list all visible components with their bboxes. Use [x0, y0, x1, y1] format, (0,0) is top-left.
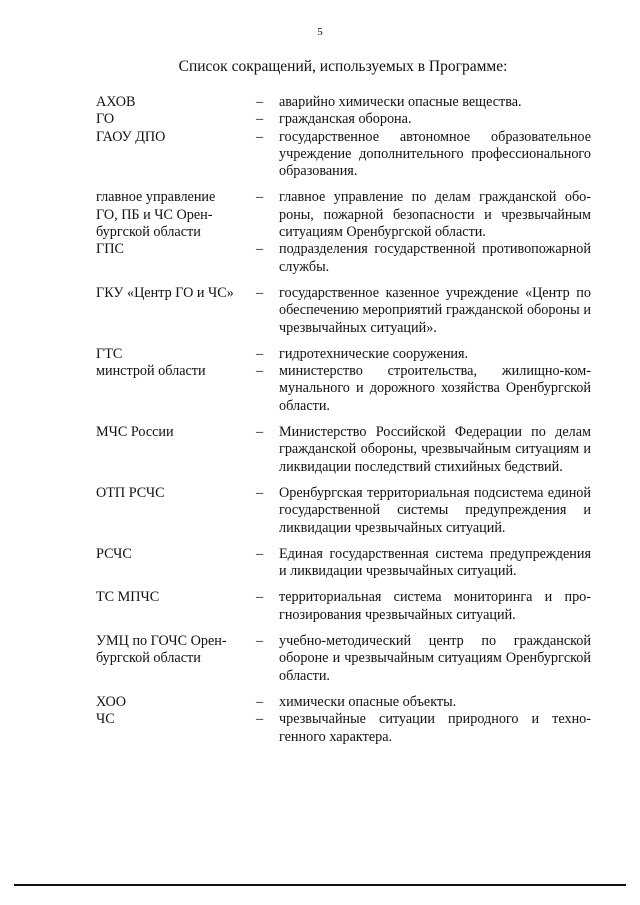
abbreviation-term: ОТП РСЧС — [96, 484, 165, 501]
abbreviation-row-otp-rschs — [96, 485, 591, 537]
abbreviation-list — [96, 94, 591, 746]
abbreviation-row-umc — [96, 633, 591, 685]
dash-separator: – — [256, 424, 264, 441]
abbreviation-definition: чрезвычайные ситуации природного и техногенного характера. — [279, 711, 591, 745]
abbreviation-term: главное управление ГО, ПБ и ЧС Орен- бургской области — [96, 189, 216, 241]
dash-separator: – — [256, 189, 264, 206]
abbreviation-definition: подразделения государственной противопожарной службы. — [279, 241, 591, 275]
abbreviation-definition: гидротехнические сооружения. — [279, 345, 469, 362]
abbreviation-term: АХОВ — [96, 94, 136, 110]
abbreviation-row-hoo — [96, 694, 591, 711]
abbreviation-definition: Оренбургская территориальная подсистема единой государственной системы предупреждения и ликвидации чрезвычайных ситуаций. — [279, 484, 591, 536]
dash-separator: – — [256, 545, 264, 562]
abbreviation-definition: государственное казенное учреждение «Центр по обеспечению мероприятий гражданской обороны и чрезвычайных ситуаций». — [279, 284, 591, 336]
abbreviation-row-main-directorate — [96, 189, 591, 241]
dash-separator: – — [256, 94, 264, 110]
abbreviation-definition: территориальная система мониторинга и прогнозирования чрезвычайных ситуаций. — [279, 589, 591, 623]
abbreviation-row-minstroy — [96, 363, 591, 415]
abbreviation-term: ГО — [96, 111, 115, 128]
abbreviation-term: ТС МПЧС — [96, 589, 160, 606]
abbreviation-definition: гражданская оборона. — [279, 111, 412, 128]
dash-separator: – — [256, 633, 264, 650]
dash-separator: – — [256, 589, 264, 606]
dash-separator: – — [256, 345, 264, 362]
abbreviation-row-gku-center — [96, 285, 591, 337]
dash-separator: – — [256, 241, 264, 258]
abbreviation-row-gps — [96, 241, 591, 276]
page-title: Список сокращений, используемых в Программе: — [178, 58, 508, 75]
abbreviation-term: ГКУ «Центр ГО и ЧС» — [96, 284, 234, 301]
dash-separator: – — [256, 284, 264, 301]
dash-separator: – — [256, 711, 264, 728]
bottom-rule — [14, 884, 626, 886]
abbreviation-row-gaou-dpo — [96, 129, 591, 181]
abbreviation-term: МЧС России — [96, 424, 174, 441]
abbreviation-definition: химически опасные объекты. — [279, 693, 457, 710]
abbreviation-definition: государственное автономное образовательное учреждение дополнительного профессионального образования. — [279, 128, 591, 180]
abbreviation-row-go — [96, 111, 591, 128]
dash-separator: – — [256, 111, 264, 128]
abbreviation-row-gts — [96, 346, 591, 363]
abbreviation-term: ГТС — [96, 345, 123, 362]
abbreviation-row-mchs — [96, 424, 591, 476]
abbreviation-term: минстрой области — [96, 363, 206, 380]
dash-separator: – — [256, 693, 264, 710]
abbreviation-definition: министерство строительства, жилищно-коммунального и дорожного хозяйства Оренбургской области. — [279, 363, 591, 414]
abbreviation-row-ahov — [96, 94, 591, 111]
abbreviation-term: УМЦ по ГОЧС Орен- бургской области — [96, 633, 227, 667]
dash-separator: – — [256, 484, 264, 501]
page-number: 5 — [317, 26, 323, 38]
abbreviation-definition: главное управление по делам гражданской обороны, пожарной безопасности и чрезвычайным ситуациям Оренбургской области. — [279, 189, 591, 241]
abbreviation-row-rschs — [96, 546, 591, 581]
abbreviation-definition: Министерство Российской Федерации по делам гражданской обороны, чрезвычайным ситуациям и ликвидации последствий стихийных бедствий. — [279, 424, 591, 475]
abbreviation-definition: аварийно химически опасные вещества. — [279, 94, 522, 110]
abbreviation-term: ГАОУ ДПО — [96, 128, 166, 145]
abbreviation-definition: учебно-методический центр по гражданской обороне и чрезвычайным ситуациям Оренбургской области. — [279, 633, 591, 684]
dash-separator: – — [256, 128, 264, 145]
abbreviation-term: РСЧС — [96, 545, 132, 562]
abbreviation-row-ts-mpchs — [96, 589, 591, 624]
abbreviation-term: ЧС — [96, 711, 115, 728]
dash-separator: – — [256, 363, 264, 380]
abbreviation-term: ХОО — [96, 693, 127, 710]
abbreviation-definition: Единая государственная система предупреждения и ликвидации чрезвычайных ситуаций. — [279, 545, 591, 580]
abbreviation-term: ГПС — [96, 241, 124, 258]
abbreviation-row-chs — [96, 711, 591, 746]
